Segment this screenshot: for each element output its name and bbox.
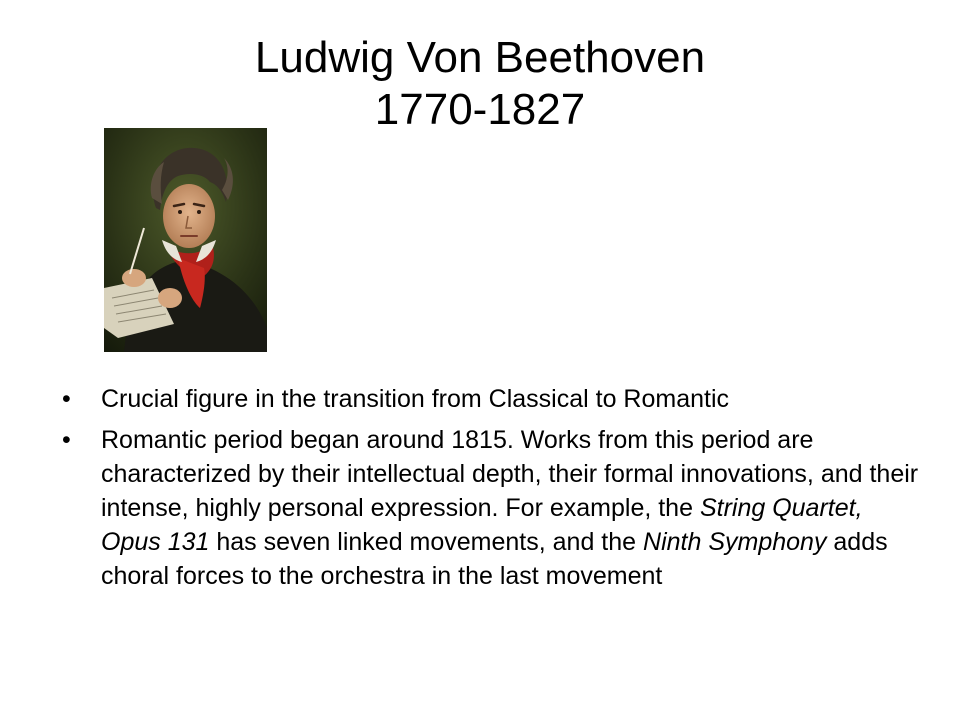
work-title-string-quartet: String Quartet, Opus 131: [101, 494, 863, 556]
slide-title: [0, 32, 960, 136]
bullet-list: [62, 382, 922, 600]
bullet-text-part1: Romantic period began around 1815. Works from this period are characterized by their intellectual depth, their formal innovations, and their intense, highly personal expression. For example, the: [101, 426, 919, 522]
title-name: Ludwig Von Beethoven: [254, 33, 706, 82]
bullet-item-romantic-period: [62, 423, 922, 593]
bullet-item-transition: [62, 382, 922, 416]
bullet-text-part3: adds choral forces to the orchestra in the last movement: [101, 528, 888, 590]
bullet-text-part2: has seven linked movements, and the: [209, 528, 644, 556]
work-title-ninth-symphony: Ninth Symphony: [643, 528, 827, 556]
title-dates: 1770-1827: [374, 85, 586, 134]
bullet-text: Crucial figure in the transition from Classical to Romantic: [101, 385, 730, 413]
bullet-marker: •: [62, 385, 71, 413]
bullet-marker: •: [62, 426, 71, 454]
beethoven-portrait: [104, 128, 267, 352]
